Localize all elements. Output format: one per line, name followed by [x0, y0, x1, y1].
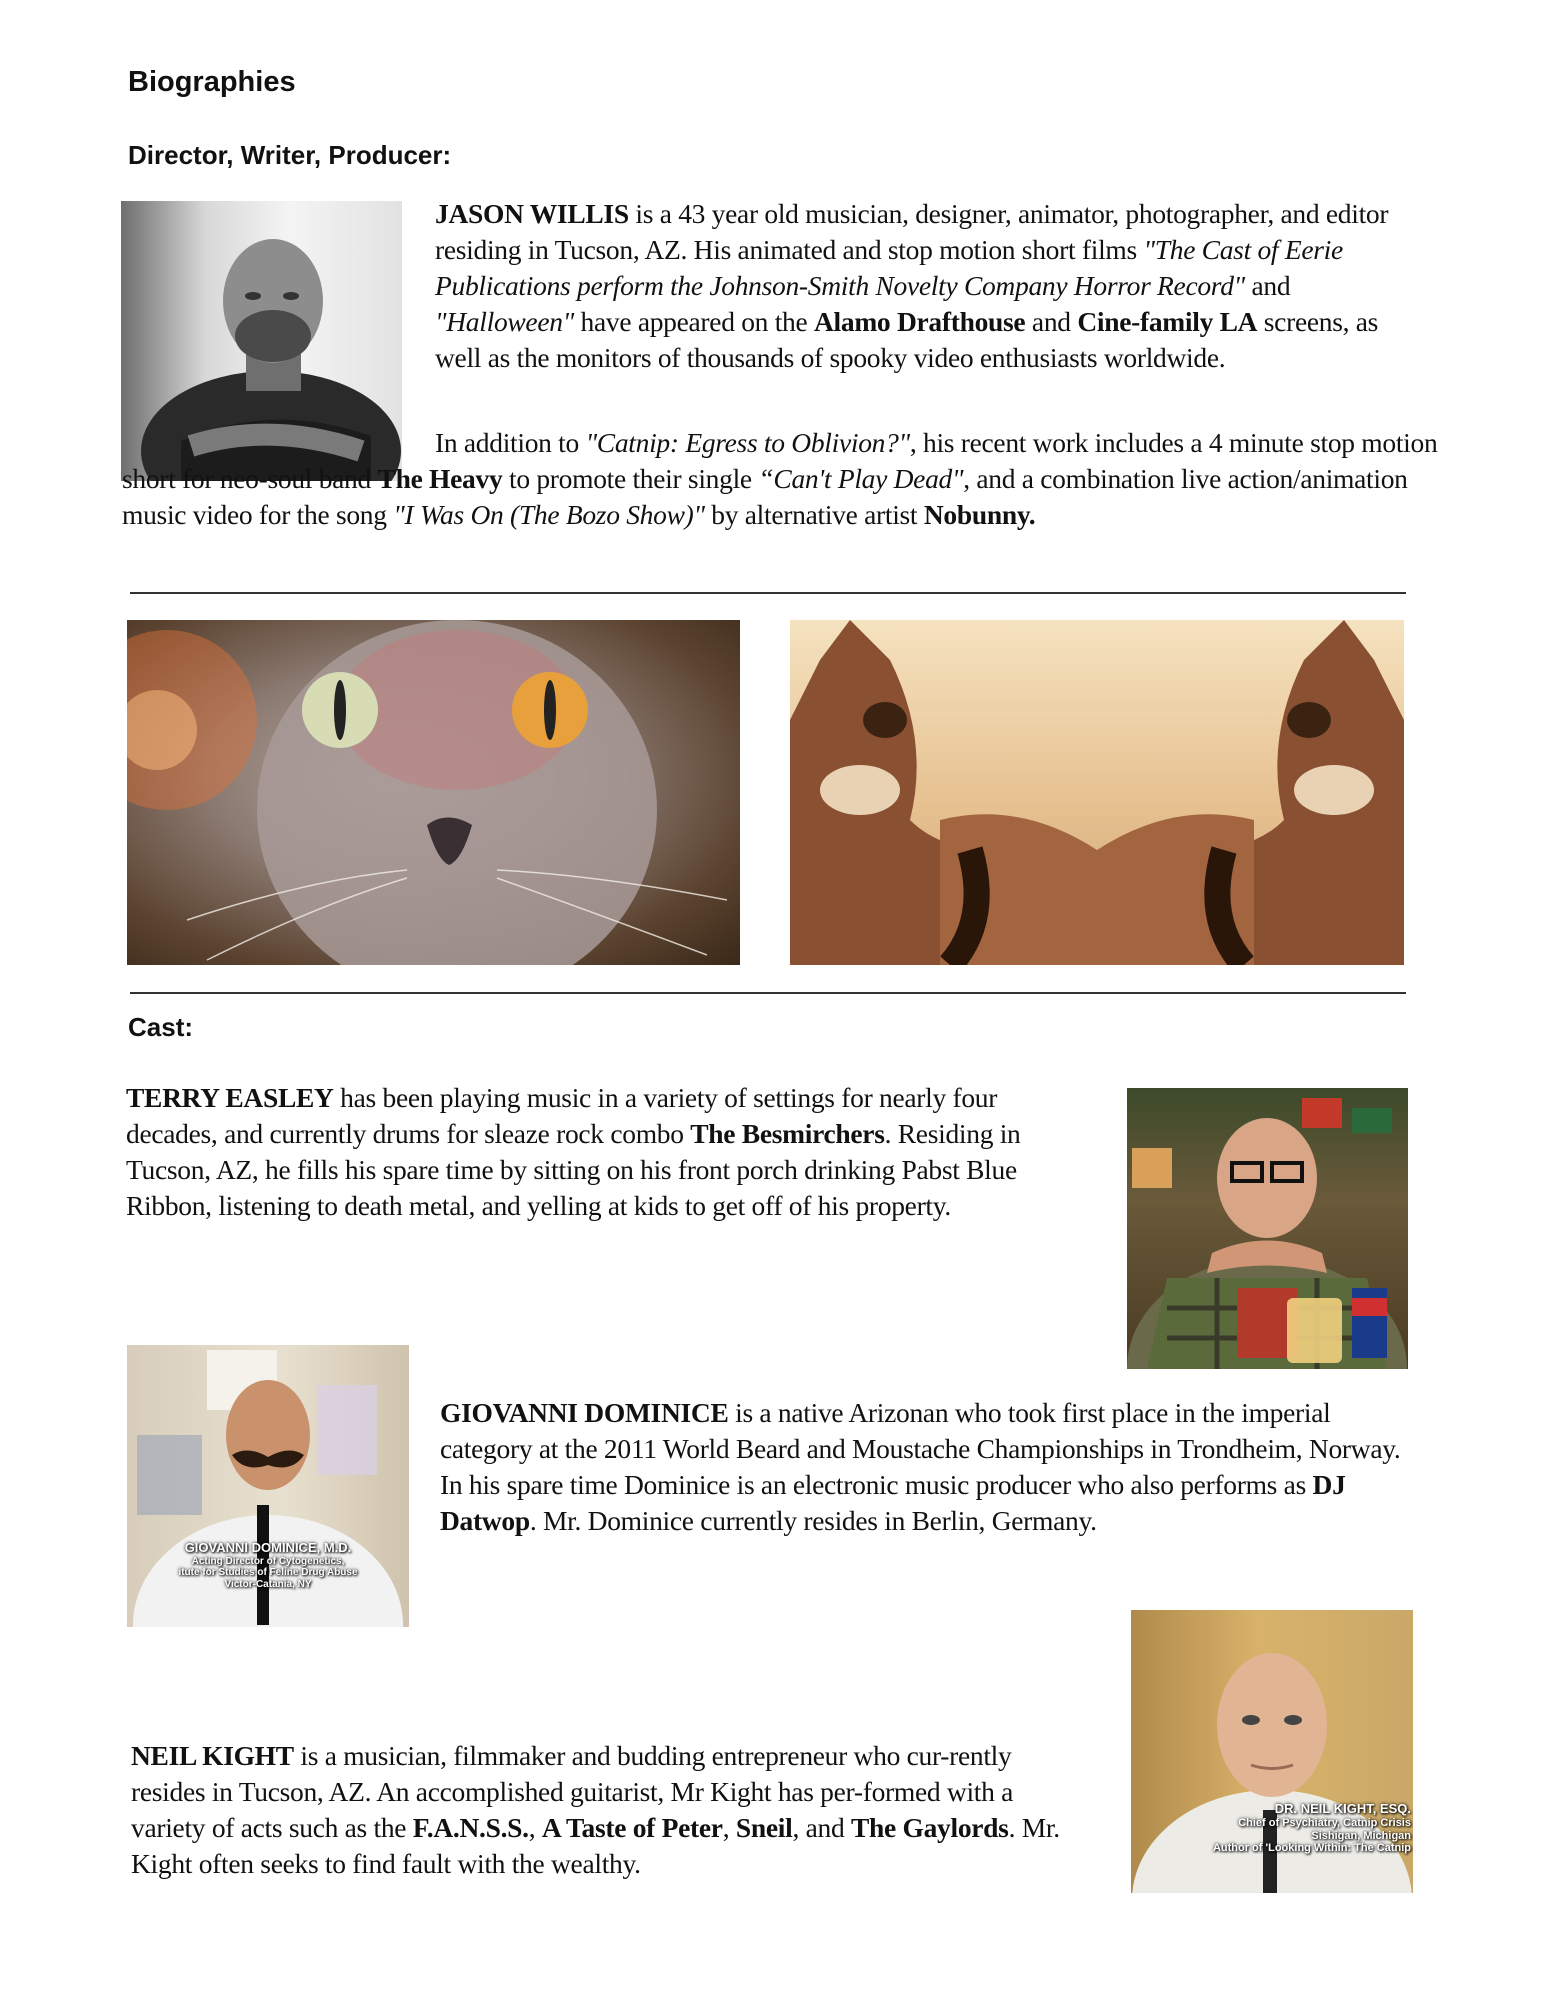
artist-name: Nobunny. — [923, 499, 1036, 530]
neil-kight-photo — [1131, 1610, 1413, 1893]
divider — [130, 592, 1406, 594]
jason-willis-bio: JASON WILLIS is a 43 year old musician, designer, animator, photographer, and editor residing in Tucson, AZ. His animated and stop motion short films "The Cast of Eerie Publications perform the Johnson-Smith Novelty Company Horror Record" and "Halloween" have appeared on the Alamo Drafthouse and Cine-family LA screens, as well as the monitors of thousands of spooky video enthusiasts worldwide. — [435, 198, 1389, 373]
venue-name: Alamo Drafthouse — [813, 306, 1026, 337]
song-title: "I Was On (The Bozo Show)" — [393, 499, 705, 530]
terry-easley-photo — [1127, 1088, 1408, 1369]
song-title: “Can't Play Dead" — [758, 463, 964, 494]
giovanni-dominice-caption: GIOVANNI DOMINICE, M.D. Acting Director of Cytogenetics, itute for Studies of Feline Drug Abuse Victor-Catania, NY — [178, 1540, 358, 1590]
film-title: "The Cast of Eerie Publications perform the Johnson-Smith Novelty Company Horror Record" — [435, 234, 1343, 301]
giovanni-dominice-photo — [127, 1345, 409, 1627]
jason-willis-bio-p2: In addition to "Catnip: Egress to Oblivion?", his recent work includes a 4 minute stop motion short for neo-soul band The Heavy to promote their single “Can't Play Dead", and a combination live action/animation music video for the song "I Was On (The Bozo Show)" by alternative artist Nobunny. — [122, 427, 1438, 530]
giovanni-dominice-bio: GIOVANNI DOMINICE is a native Arizonan who took first place in the imperial category at the 2011 World Beard and Moustache Championships in Trondheim, Norway. In his spare time Dominice is an electronic music producer who also performs as DJ Datwop. Mr. Dominice currently resides in Berlin, Germany. — [440, 1397, 1401, 1536]
neil-kight-caption: DR. NEIL KIGHT, ESQ. Chief of Psychiatry, Catnip Crisis Sishigan, Michigan Author of 'Looking Within: The Catnip — [1212, 1801, 1411, 1855]
neil-kight-bio: NEIL KIGHT is a musician, filmmaker and budding entrepreneur who cur-rently resides in Tucson, AZ. An accomplished guitarist, Mr Kight has per-formed with a variety of acts such as the F.A.N.S.S., A Taste of Peter, Sneil, and The Gaylords. Mr. Kight often seeks to find fault with the wealthy. — [131, 1740, 1060, 1879]
divider — [130, 992, 1406, 994]
act-name: Sneil — [735, 1812, 793, 1843]
section-heading-director: Director, Writer, Producer: — [128, 140, 452, 170]
terry-easley-name: TERRY EASLEY — [126, 1082, 334, 1113]
dj-name: DJ Datwop — [440, 1469, 1346, 1536]
jason-willis-name: JASON WILLIS — [435, 198, 629, 229]
band-name: The Heavy — [377, 463, 503, 494]
film-title: "Halloween" — [435, 306, 574, 337]
terry-easley-bio: TERRY EASLEY has been playing music in a variety of settings for nearly four decades, and currently drums for sleaze rock combo The Besmirchers. Residing in Tucson, AZ, he fills his spare time by sitting on his front porch drinking Pabst Blue Ribbon, listening to death metal, and yelling at kids to get off of his property. — [126, 1082, 1021, 1221]
act-name: A Taste of Peter — [541, 1812, 723, 1843]
section-heading-cast: Cast: — [128, 1012, 194, 1042]
giovanni-dominice-name: GIOVANNI DOMINICE — [440, 1397, 729, 1428]
act-name: F.A.N.S.S. — [412, 1812, 529, 1843]
film-title: "Catnip: Egress to Oblivion?" — [585, 427, 910, 458]
neil-kight-name: NEIL KIGHT — [131, 1740, 294, 1771]
section-heading-biographies: Biographies — [128, 66, 296, 98]
band-name: The Besmirchers — [690, 1118, 885, 1149]
act-name: The Gaylords — [850, 1812, 1009, 1843]
venue-name: Cine-family LA — [1077, 306, 1258, 337]
cat-closeup-photo — [127, 620, 740, 965]
mirrored-cats-photo — [790, 620, 1404, 965]
